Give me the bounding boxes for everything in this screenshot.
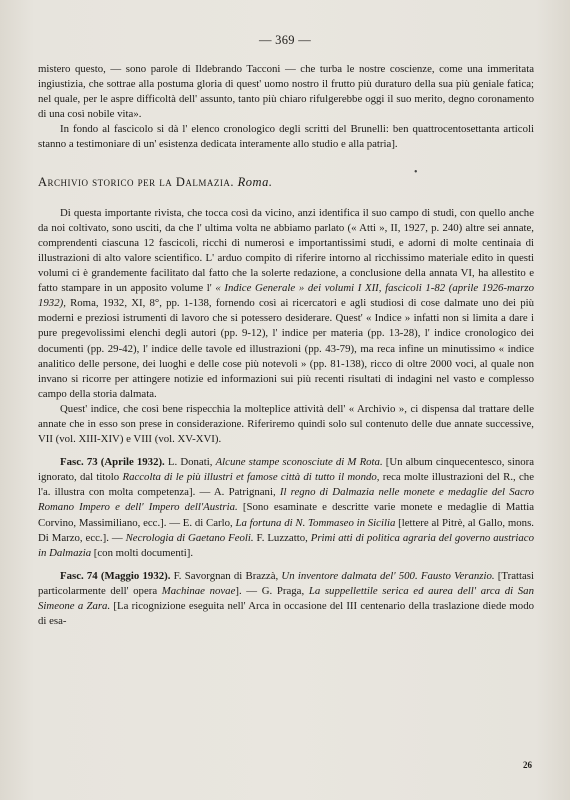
text-run: Roma, 1932, XI, 8°, pp. 1-138, fornendo così ai ricercatori e agli studiosi di cose dalmate uno dei più moderni e preziosi istrumenti di lavoro che si potessero desiderare. Quest' « Indice » infatti non si limita a dare i pure pregevolissimi elenchi degli autori (pp. 9-12), l' indice per materia (pp. 13-28), l' indice cronologico dei documenti (pp. 29-42), l' indice delle tavole ed illustrazioni (pp. 43-79), ma reca infine un minutissimo « indice analitico delle persone, dei luoghi e delle cose più notevoli » (pp. 81-138), ricco di oltre 2000 voci, al quale non invano si ricorre per attingere notizie ed informazioni sui più recenti risultati di indagini nel vasto e complesso campo della storia dalmata. — [38, 297, 534, 400]
fasc-heading: Fasc. 74 (Maggio 1932). — [60, 569, 171, 582]
text-run-italic: Alcune stampe sconosciute di M Rota. — [215, 456, 383, 469]
paragraph-brunelli-writings: In fondo al fascicolo si dà l' elenco cronologico degli scritti del Brunelli: ben quattrocentosettanta articoli stanno a testimoniare di un' esistenza dedicata interamente allo studio e alla patria]. — [38, 123, 534, 151]
signature-mark: 26 — [523, 760, 532, 770]
text-run-italic: Raccolta di le più illustri et famose città di tutto il mondo, — [122, 471, 380, 484]
paragraph-archivio-intro — [38, 206, 534, 402]
text-run: [lettere al Pitrè, al Gallo, mons. Di Marzo, ecc.]. — — [38, 516, 534, 544]
text-run: F. Savorgnan di Brazzà, — [170, 569, 282, 582]
text-run-italic: « Indice Generale » dei volumi I XII, fascicoli 1-82 (aprile 1926-marzo 1932), — [38, 282, 534, 310]
text-run: reca molte illustrazioni del R., che l'a. illustra con molta competenza]. — A. Patrignani, — [38, 471, 534, 499]
paragraph-continuation: mistero questo, — sono parole di Ildebrando Tacconi — che turba le nostre coscienze, come una immeritata ingiustizia, che sottrae alla postuma gloria di quest' uomo nostro il frutto più duraturo della sua più geniale fatica; nel quale, per le aspre difficoltà dell' assunto, tanto più chiaro rifulgerebbe oggi il suo merito, degno coronamento di una così nobile vita». — [38, 63, 534, 121]
text-run-italic: Necrologia di Gaetano Feoli. — [125, 531, 254, 544]
text-run: [La ricognizione eseguita nell' Arca in occasione del III centenario della traslazione diede modo di esa- — [38, 600, 535, 628]
page-number: — 369 — — [258, 33, 312, 47]
section-heading-place: Roma. — [237, 174, 273, 189]
text-run-italic: Primi atti di politica agraria del governo austriaco in Dalmazia — [38, 531, 534, 559]
paragraph-fasc-74 — [38, 569, 534, 629]
ink-mark: • — [414, 167, 418, 178]
text-run: Di questa importante rivista, che tocca così da vicino, anzi identifica il suo campo di studi, con quello anche da noi coltivato, sono usciti, da che l' ultima volta ne abbiamo parlato (« Atti », II, 1927, p. 240) altre sei annate, comprendenti ciascuna 12 fascicoli, ricchi di numerosi e importantissimi studi, e adorni di molte centinaia di illustrazioni di alto valore scientifico. L' arduo compito di riferire intorno al ricchissimo materiale edito in questi volumi ci è grandemente facilitato dal fatto che la solerte redazione, a conclusione della annata VI, ha allestito e fatto stampare in un apposito volume l' — [38, 206, 534, 295]
text-run: [Trattasi particolarmente dell' opera — [38, 569, 534, 597]
text-run: F. Luzzatto, — [253, 531, 311, 544]
section-heading-title: Archivio storico per la Dalmazia. — [38, 174, 235, 189]
paragraph-fasc-73 — [38, 455, 534, 561]
text-run: ]. — G. Praga, — [235, 584, 309, 597]
spacer — [38, 447, 534, 455]
text-run-italic: Machinae novae — [161, 584, 236, 597]
text-run-italic: La suppellettile serica ed aurea dell' arca di San Simeone a Zara. — [38, 584, 534, 612]
text-run: L. Donati, — [164, 456, 216, 469]
spacer — [38, 561, 534, 569]
text-run: [Un album cinquecentesco, sinora ignorato, dal titolo — [38, 456, 535, 484]
text-run-italic: Un inventore dalmata del' 500. Fausto Veranzio. — [281, 569, 495, 582]
text-run: [Sono esaminate e descritte varie monete e medaglie di Mattia Corvino, Massimiliano, ecc.]. — E. di Carlo, — [38, 501, 534, 529]
section-heading — [38, 175, 534, 190]
text-run: [con molti documenti]. — [91, 546, 194, 559]
page-body — [38, 62, 534, 629]
fasc-heading: Fasc. 73 (Aprile 1932). — [60, 456, 165, 469]
text-run-italic: Il regno di Dalmazia nelle monete e medaglie del Sacro Romano Impero e dell' Impero dell'Austria. — [38, 486, 534, 514]
text-run-italic: La fortuna di N. Tommaseo in Sicilia — [235, 516, 396, 529]
paragraph-archivio-scope: Quest' indice, che così bene rispecchia la molteplice attività dell' « Archivio », ci dispensa dal trattare delle annate che in esso son prese in considerazione. Riferiremo quindi solo sul contenuto delle due annate successive, VII (vol. XIII-XIV) e VIII (vol. XV-XVI). — [38, 402, 534, 446]
